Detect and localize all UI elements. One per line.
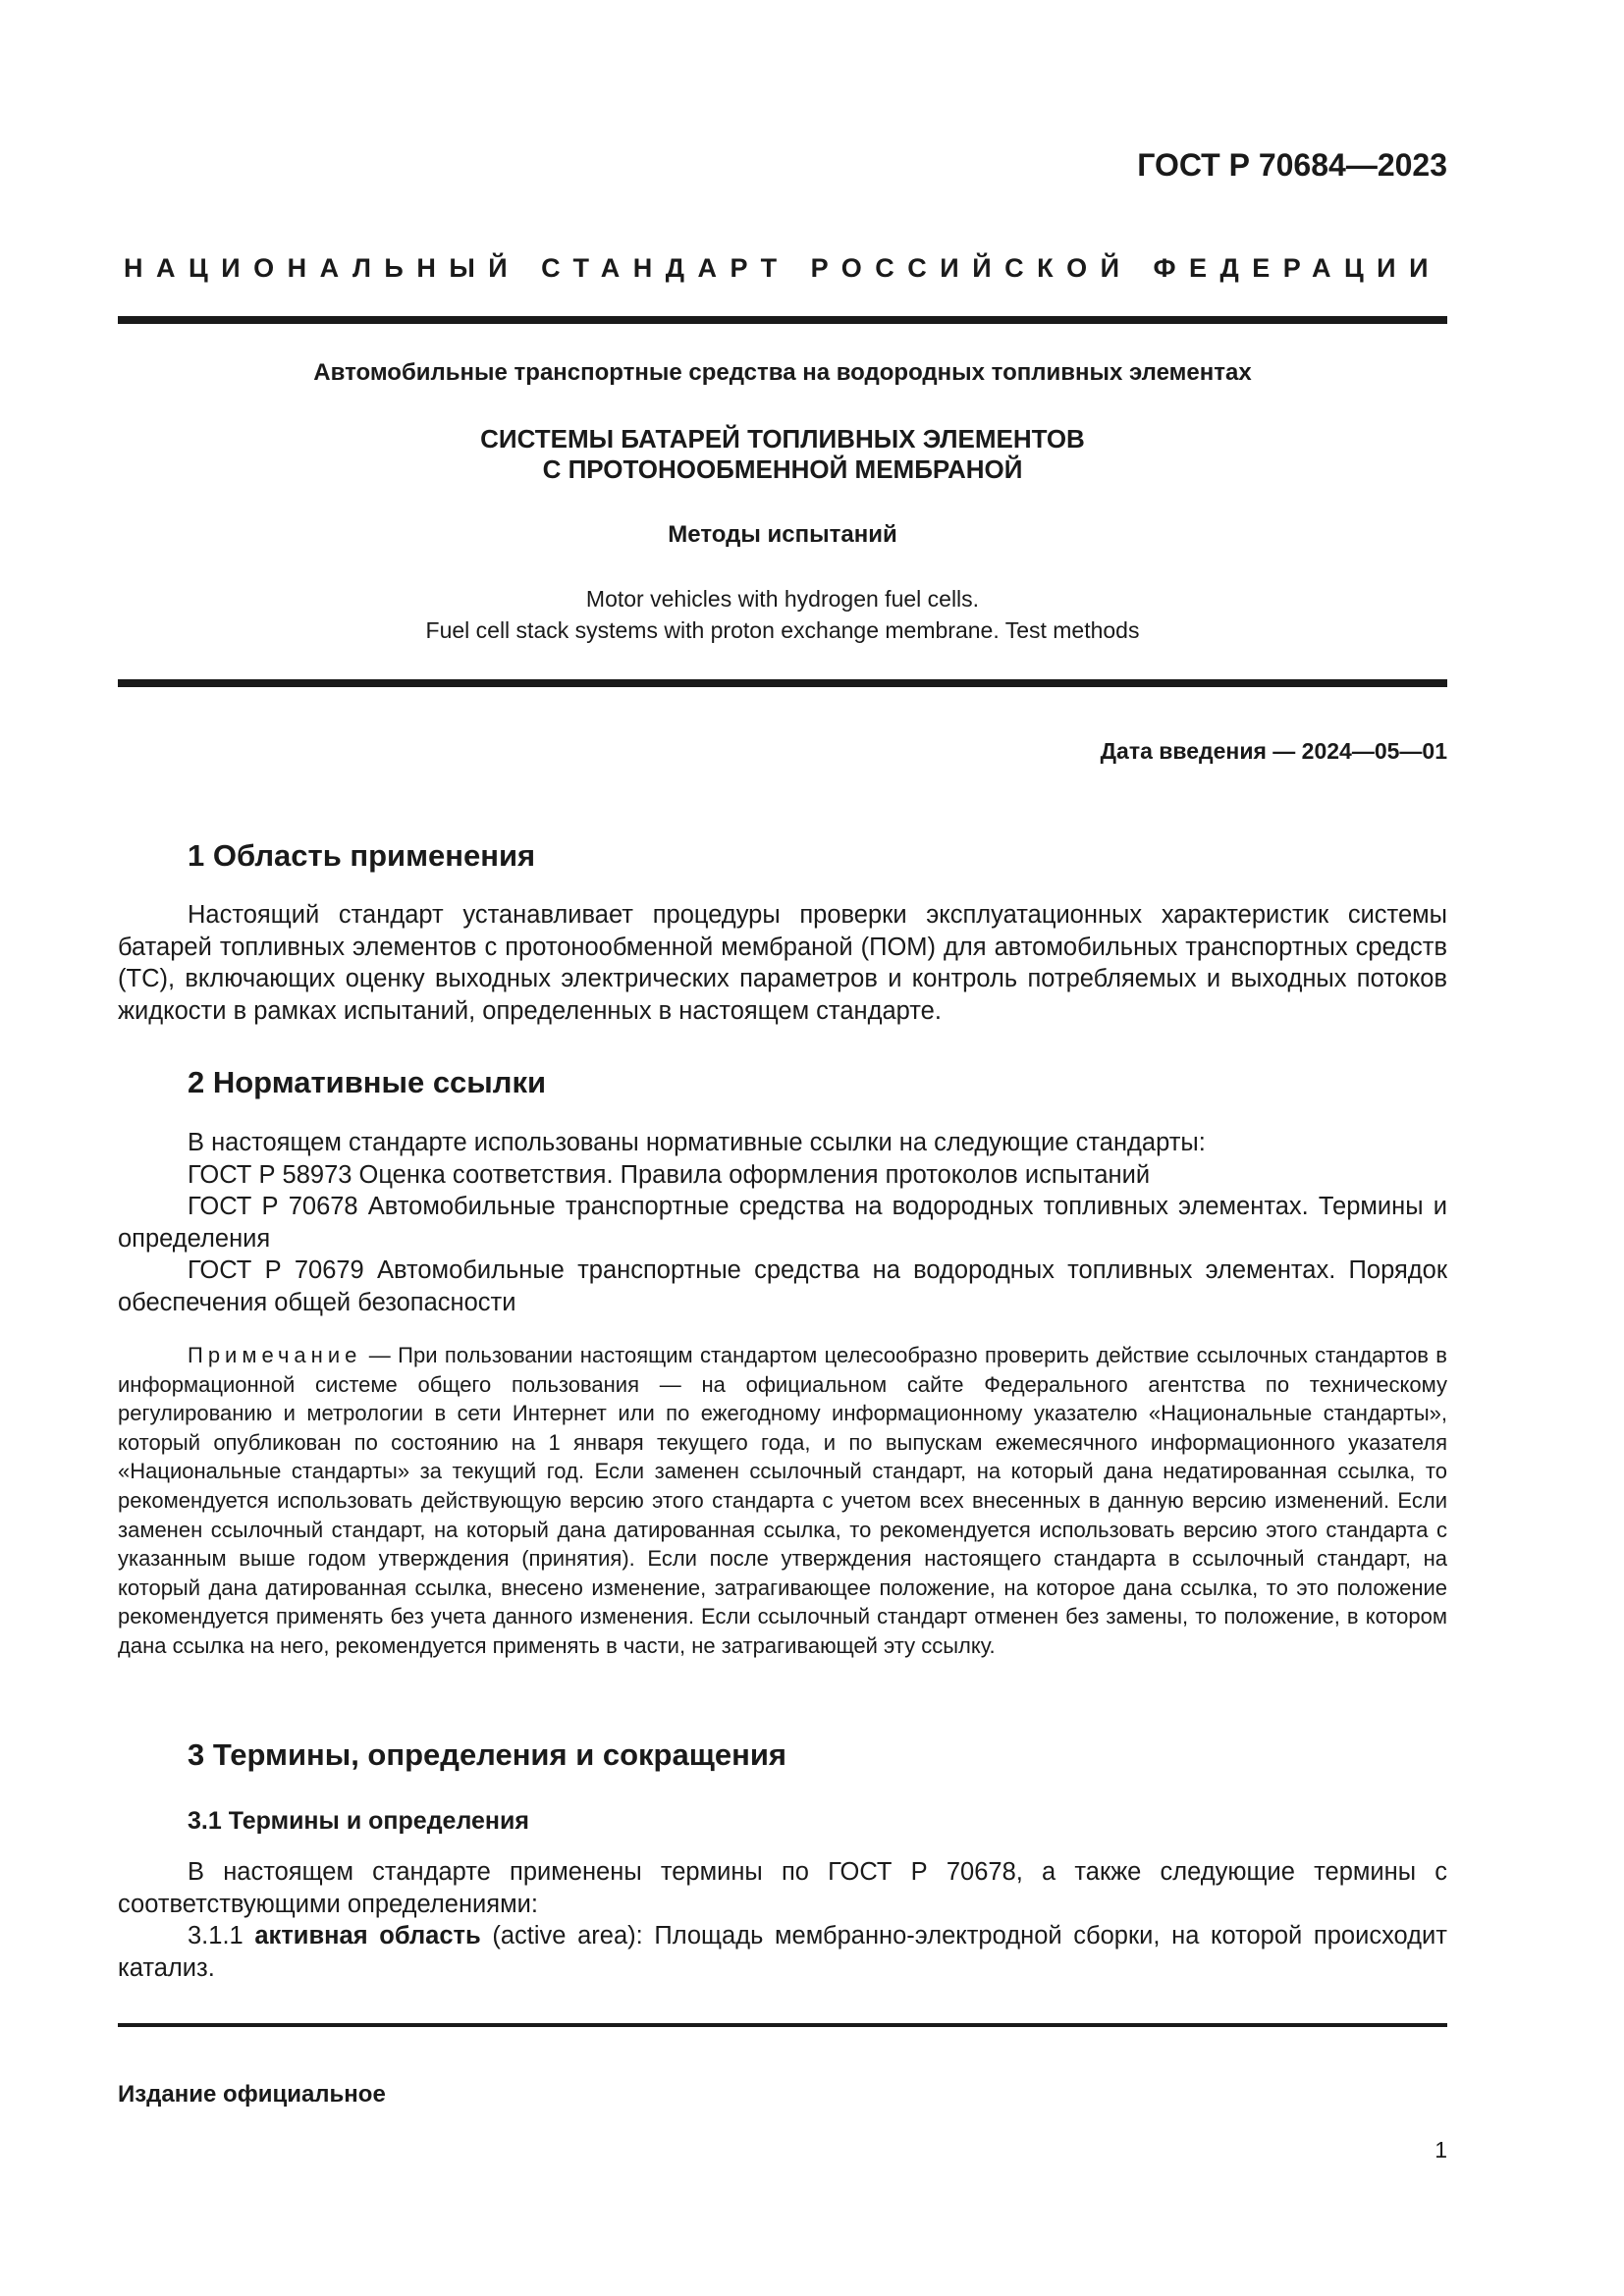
section-3-intro: В настоящем стандарте применены термины по ГОСТ Р 70678, а также следующие термины с соответствующими определениями: [118, 1858, 1447, 1918]
reference-note [118, 1341, 1447, 1661]
reference-item: ГОСТ Р 58973 Оценка соответствия. Правила оформления протоколов испытаний [188, 1160, 1151, 1189]
title-block-rule [118, 679, 1447, 687]
official-edition-label: Издание официальное [118, 2081, 386, 2108]
section-3-body [118, 1856, 1447, 1984]
english-title-line-1: Motor vehicles with hydrogen fuel cells. [585, 586, 980, 612]
document-title [118, 424, 1447, 485]
section-2-intro: В настоящем стандарте использованы нормативные ссылки на следующие стандарты: [188, 1129, 1206, 1156]
section-1-heading: 1 Область применения [188, 838, 536, 873]
term-definition: Площадь мембранно-электродной сборки, на которой происходит катализ. [118, 1922, 1447, 1982]
section-2-body [118, 1127, 1447, 1318]
section-1-body [118, 899, 1447, 1027]
reference-item: ГОСТ Р 70678 Автомобильные транспортные средства на водородных топливных элементах. Термины и определения [118, 1193, 1447, 1253]
english-title [118, 583, 1447, 646]
effective-date: Дата введения — 2024—05—01 [1100, 738, 1447, 764]
title-line-1: СИСТЕМЫ БАТАРЕЙ ТОПЛИВНЫХ ЭЛЕМЕНТОВ [480, 424, 1085, 454]
section-2-heading: 2 Нормативные ссылки [188, 1065, 547, 1099]
note-label: Примечание [188, 1343, 362, 1367]
methods-heading: Методы испытаний [668, 521, 897, 548]
note-text: — При пользовании настоящим стандартом целесообразно проверить действие ссылочных стандартов в информационной системе общего пользования — на официальном сайте Федерального агентства по техническому регулированию и метрологии в сети Интернет или по ежегодному информационному указателю «Национальные стандарты», который опубликован по состоянию на 1 января текущего года, и по выпускам ежемесячного информационного указателя «Национальные стандарты» за текущий год. Если заменен ссылочный стандарт, на который дана недатированная ссылка, то рекомендуется использовать действующую версию этого стандарта с учетом всех внесенных в данную версию изменений. Если заменен ссылочный стандарт, на который дана датированная ссылка, то рекомендуется использовать версию этого стандарта с указанным выше годом утверждения (принятия). Если после утверждения настоящего стандарта в ссылочный стандарт, на который дана датированная ссылка, внесено изменение, затрагивающее положение, на которое дана ссылка, то это положение рекомендуется применять без учета данного изменения. Если ссылочный стандарт отменен без замены, то положение, в котором дана ссылка на него, рекомендуется применять в части, не затрагивающей эту ссылку. [118, 1343, 1447, 1658]
document-subtitle: Автомобильные транспортные средства на водородных топливных элементах [313, 359, 1252, 386]
title-line-2: С ПРОТОНООБМЕННОЙ МЕМБРАНОЙ [542, 454, 1023, 484]
footer-rule [118, 2023, 1447, 2027]
term-number: 3.1.1 [188, 1922, 255, 1949]
national-standard-heading: НАЦИОНАЛЬНЫЙ СТАНДАРТ РОССИЙСКОЙ ФЕДЕРАЦИИ [124, 253, 1441, 283]
english-title-line-2: Fuel cell stack systems with proton exchange membrane. Test methods [425, 617, 1140, 643]
section-1-paragraph: Настоящий стандарт устанавливает процедуры проверки эксплуатационных характеристик системы батарей топливных элементов с протонообменной мембраной (ПОМ) для автомобильных транспортных средств (ТС), включающих оценку выходных электрических параметров и контроль потребляемых и выходных потоков жидкости в рамках испытаний, определенных в настоящем стандарте. [118, 901, 1447, 1025]
page-number: 1 [1435, 2137, 1447, 2163]
term-entry [118, 1920, 1447, 1984]
term-name: активная область [254, 1922, 481, 1949]
section-3-heading: 3 Термины, определения и сокращения [188, 1737, 786, 1772]
term-english: (active area): [480, 1922, 655, 1949]
top-rule [118, 316, 1447, 324]
reference-item: ГОСТ Р 70679 Автомобильные транспортные средства на водородных топливных элементах. Порядок обеспечения общей безопасности [118, 1256, 1447, 1316]
subsection-3-1-heading: 3.1 Термины и определения [188, 1807, 529, 1835]
standard-code: ГОСТ Р 70684—2023 [1137, 147, 1447, 183]
